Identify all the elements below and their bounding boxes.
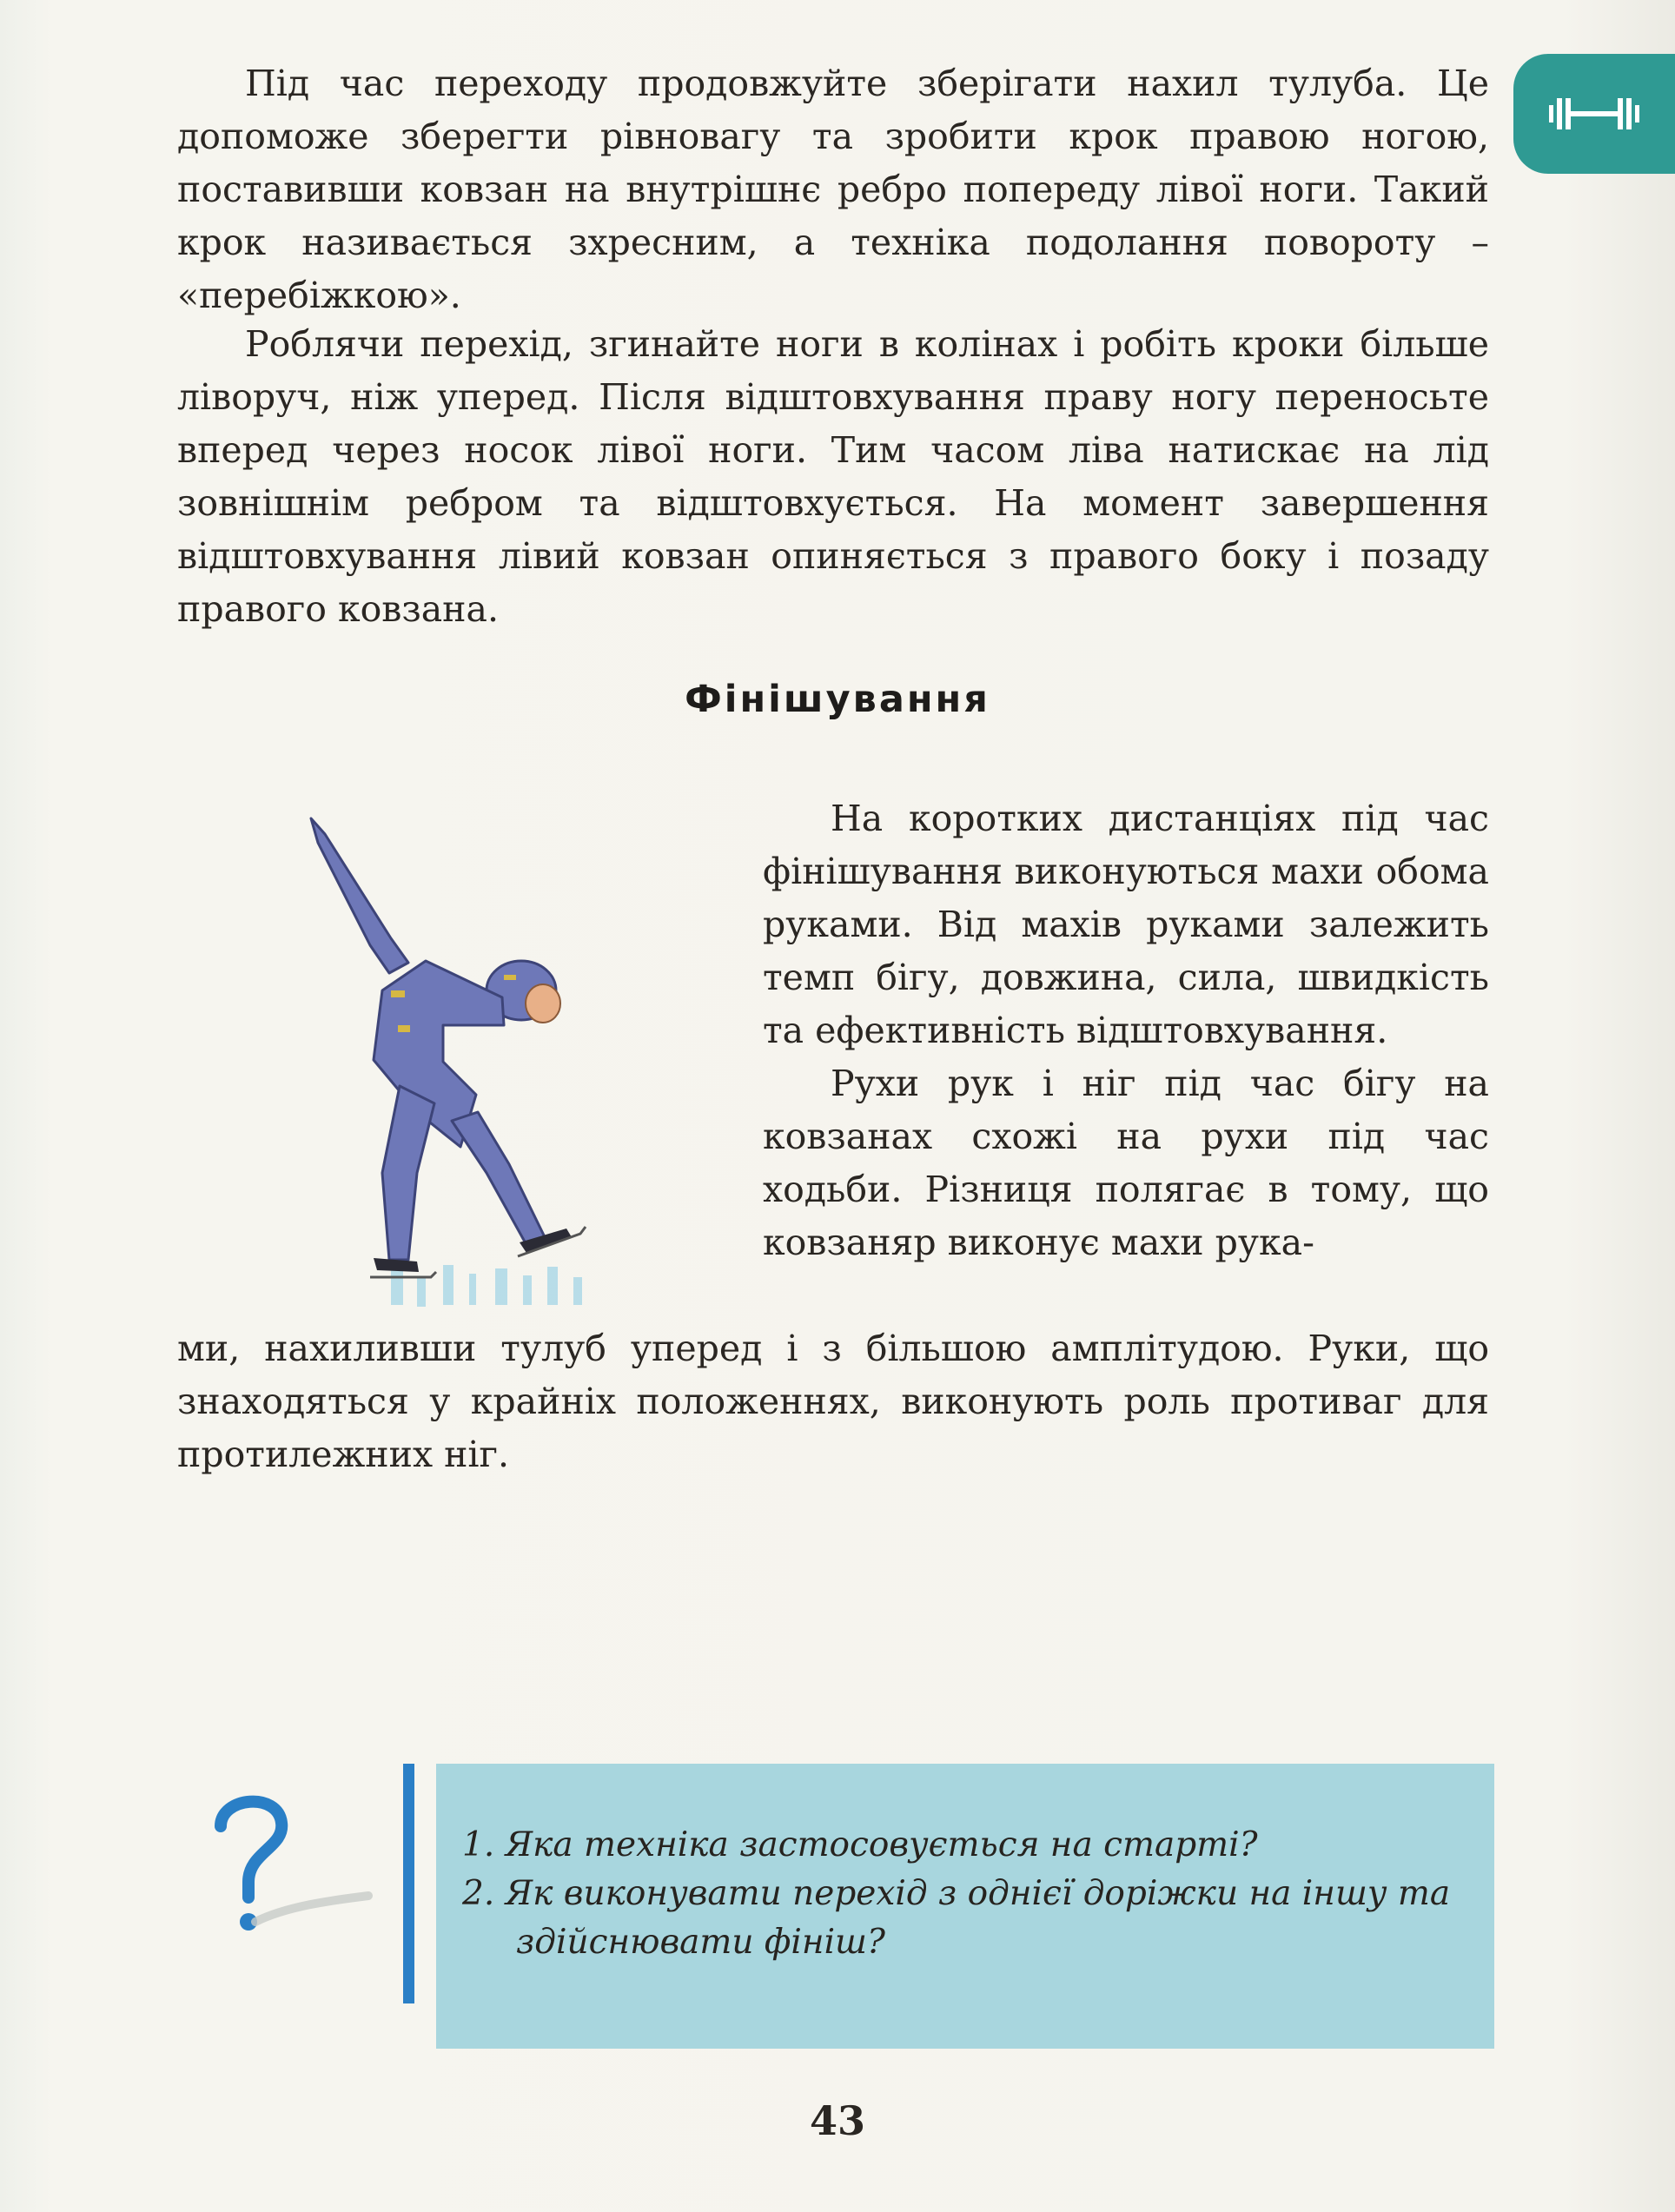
question-mark-icon: [195, 1791, 377, 1948]
paragraph-crossover: Під час переходу продовжуйте зберігати нахил тулуба. Це допоможе зберегти рівновагу та зробити крок правою ногою, поставивши ковзан на внутрішнє ребро попереду лівої ноги. Такий крок називається зхресним, а техніка подолання повороту – «перебіжкою».: [177, 63, 1489, 316]
question-1: 1. Яка техніка застосовується на старті?: [462, 1825, 1258, 1864]
question-2: 2. Як виконувати перехід з однієї доріжки на іншу та здійснювати фініш?: [462, 1874, 1451, 1962]
paragraph-finish-arms: На коротких дистанціях під час фінішування виконуються махи обома руками. Від махів руками залежить темп бігу, довжина, сила, швидкість та ефективність відштовхування. Рухи рук і ніг під час бігу на ковзанах схожі на рухи під час ходьби. Різниця полягає в тому, що ковзаняр виконує махи рука-: [763, 798, 1489, 1263]
questions-list: [462, 1821, 1479, 1967]
paragraph-transition: Роблячи перехід, згинайте ноги в колінах і робіть кроки більше ліворуч, ніж уперед. Після відштовхування праву ногу переносьте вперед через носок лівої ноги. Тим часом ліва натискає на лід зовнішнім ребром та відштовхується. На момент завершення відштовхування лівий ковзан опиняється з правого боку і позаду правого ковзана.: [177, 323, 1489, 630]
section-heading: Фінішування: [685, 678, 990, 721]
questions-box: [436, 1764, 1494, 2049]
question-box-accent-bar: [403, 1764, 414, 2003]
paragraph-finish-continuation: ми, нахиливши тулуб уперед і з більшою амплітудою. Руки, що знаходяться у крайніх положеннях, виконують роль противаг для протилежних ніг.: [177, 1328, 1489, 1475]
section-tab: [1513, 54, 1675, 174]
page-number: 43: [809, 2097, 865, 2144]
dumbbell-icon: [1542, 88, 1646, 140]
speed-skater-illustration: [287, 808, 652, 1329]
